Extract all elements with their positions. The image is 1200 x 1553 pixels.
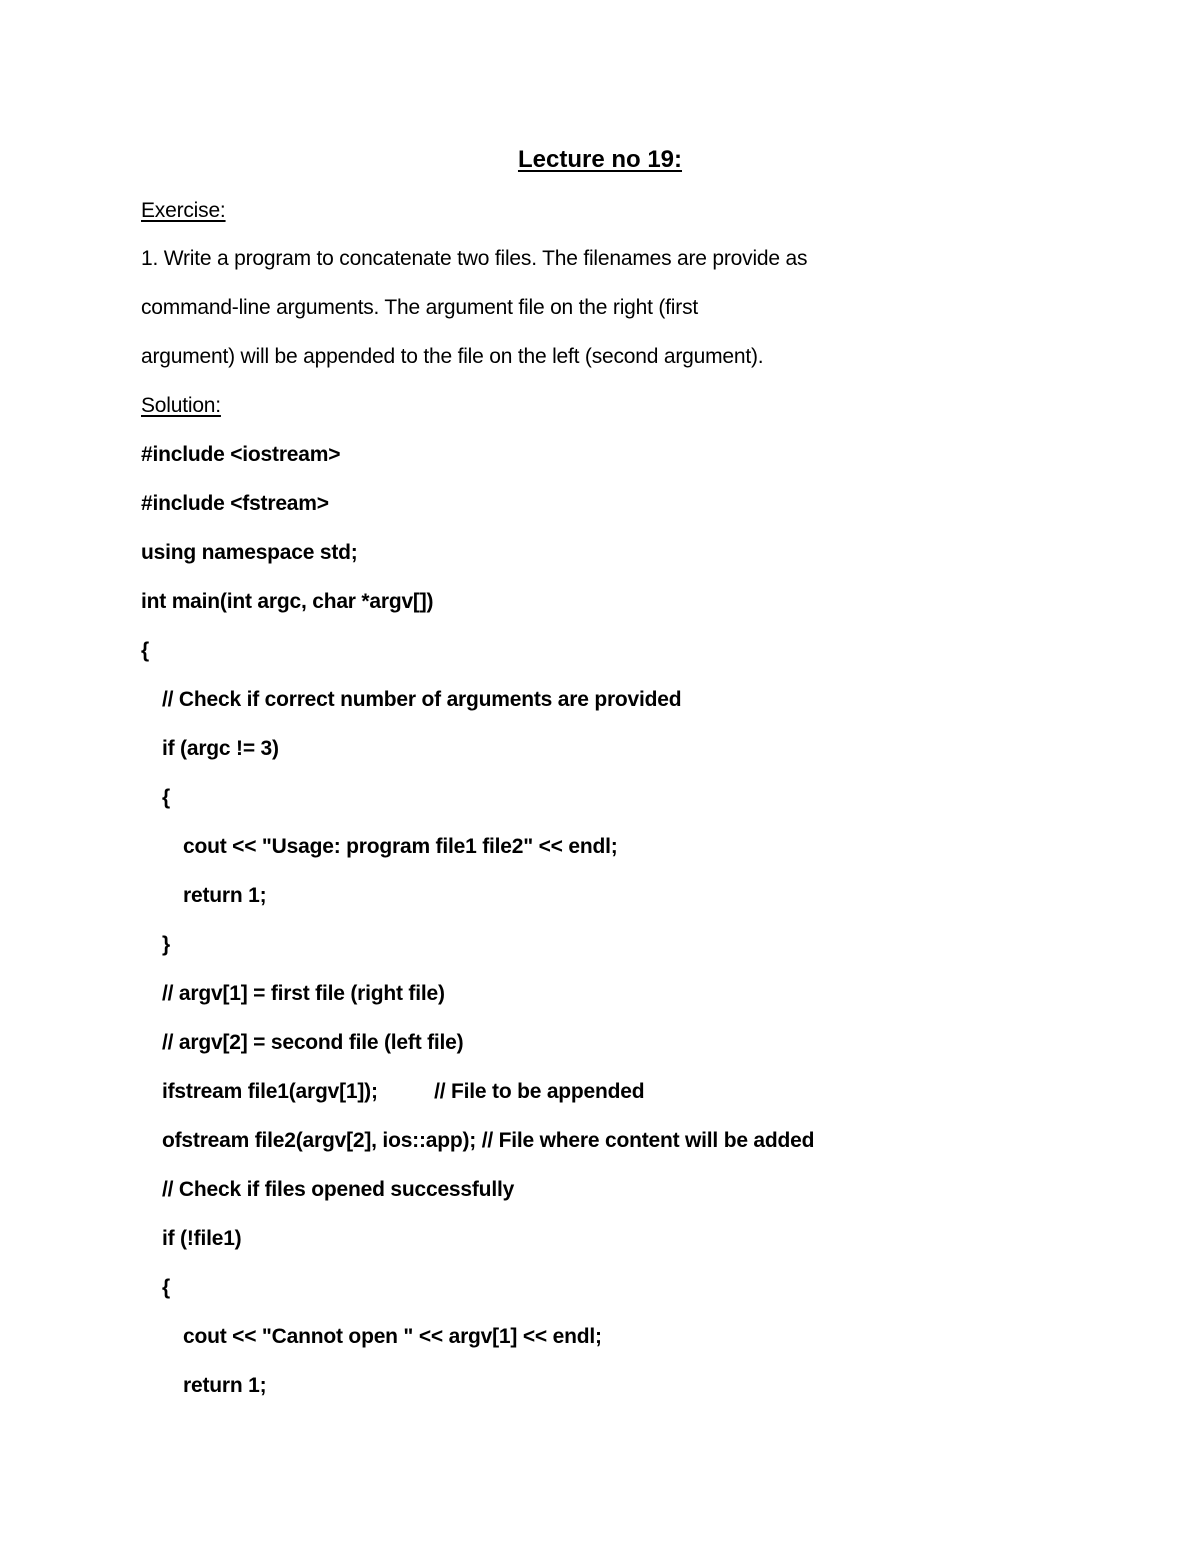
code-line: // Check if files opened successfully — [162, 1178, 515, 1201]
code-line: { — [162, 1276, 170, 1299]
page-title: Lecture no 19: — [517, 146, 683, 173]
question-line-3: argument) will be appended to the file on the left (second argument). — [141, 345, 764, 368]
code-line: return 1; — [183, 884, 267, 907]
question-line-2: command-line arguments. The argument file on the right (first — [141, 296, 699, 319]
code-line: cout << "Usage: program file1 file2" << endl; — [183, 835, 618, 858]
code-line: using namespace std; — [141, 541, 358, 564]
code-line: #include <fstream> — [141, 492, 329, 515]
code-line: cout << "Cannot open " << argv[1] << endl; — [183, 1325, 602, 1348]
code-line: if (!file1) — [162, 1227, 242, 1250]
code-line: ifstream file1(argv[1]); // File to be appended — [162, 1080, 645, 1103]
code-line: #include <iostream> — [141, 443, 341, 466]
code-line: { — [162, 786, 170, 809]
code-line: // argv[2] = second file (left file) — [162, 1031, 464, 1054]
code-line: // Check if correct number of arguments are provided — [162, 688, 682, 711]
code-line: ofstream file2(argv[2], ios::app); // File where content will be added — [162, 1129, 815, 1152]
code-line: { — [141, 639, 149, 662]
exercise-heading: Exercise: — [141, 199, 226, 222]
code-line: int main(int argc, char *argv[]) — [141, 590, 434, 613]
code-line: // argv[1] = first file (right file) — [162, 982, 445, 1005]
code-line: return 1; — [183, 1374, 267, 1397]
solution-heading: Solution: — [141, 394, 221, 417]
question-line-1: 1. Write a program to concatenate two files. The filenames are provide as — [141, 247, 808, 270]
code-line: if (argc != 3) — [162, 737, 279, 760]
code-line: } — [162, 933, 170, 956]
